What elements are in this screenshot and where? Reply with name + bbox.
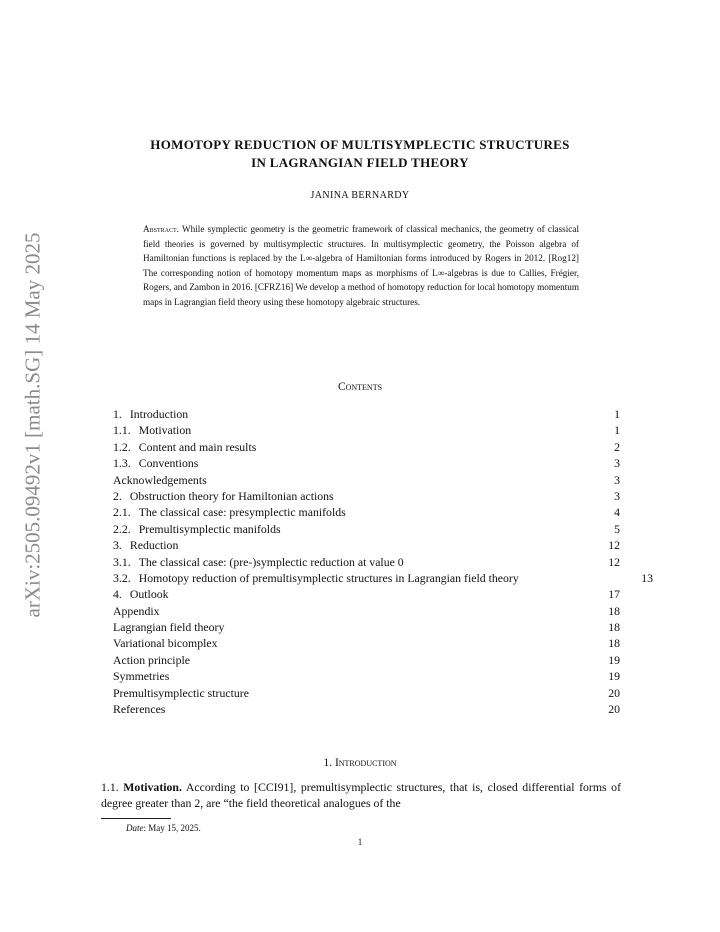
toc-entry-page: 13 xyxy=(641,570,653,585)
toc-entry-label: References xyxy=(113,702,166,717)
toc-entry-label: Action principle xyxy=(113,652,190,667)
toc-entry[interactable] xyxy=(113,472,620,488)
toc-entry-page: 18 xyxy=(608,603,620,618)
toc-entry-label: Premultisymplectic structure xyxy=(113,685,249,700)
toc-entry-number: 3. xyxy=(113,538,122,553)
toc-entry-label: Reduction xyxy=(129,538,179,553)
toc-entry-number: 1.1. xyxy=(113,423,131,438)
paper-title xyxy=(60,136,660,172)
paragraph-text: According to [CCI91], premultisymplectic structures, that is, closed differential forms of degree greater than 2, are “the field theoretical analogues of the xyxy=(101,780,622,811)
arxiv-identifier: arXiv:2505.09492v1 [math.SG] 14 May 2025 xyxy=(20,232,45,618)
toc-entry-label: Premultisymplectic manifolds xyxy=(138,521,281,536)
toc-entry[interactable] xyxy=(113,406,620,422)
toc-entry-page: 3 xyxy=(614,472,620,487)
toc-entry-label: Content and main results xyxy=(138,439,257,454)
title-line-1: HOMOTOPY REDUCTION OF MULTISYMPLECTIC STRUCTURES xyxy=(150,137,570,152)
toc-entry-number: 2.1. xyxy=(113,505,131,520)
abstract-text: While symplectic geometry is the geometric framework of classical mechanics, the geometry of classical field theories is governed by multisymplectic structures. In multisymplectic geometry, the Poisson algebra of Hamiltonian functions is replaced by the L∞-algebra of Hamiltonian forms introduced by Rogers in 2012. [Rog12] The corresponding notion of homotopy momentum maps as morphisms of L∞-algebras is due to Callies, Frégier, Rogers, and Zambon in 2016. [CFRZ16] We develop a method of homotopy reduction for local homotopy momentum maps in Lagrangian field theory using these homotopy algebraic structures. xyxy=(143,224,579,307)
page-number: 1 xyxy=(357,837,363,847)
footnote-rule xyxy=(101,818,171,819)
toc-entry-label: Acknowledgements xyxy=(113,472,207,487)
intro-paragraph xyxy=(101,779,621,812)
footnote xyxy=(126,823,201,833)
toc-entry-label: Homotopy reduction of premultisymplectic structures in Lagrangian field theory xyxy=(138,570,519,585)
toc-entry-page: 17 xyxy=(608,587,620,602)
toc-entry-label: The classical case: (pre-)symplectic reduction at value 0 xyxy=(138,554,404,569)
toc-entry-page: 3 xyxy=(614,488,620,503)
toc-entry-page: 19 xyxy=(608,669,620,684)
toc-entry-label: Outlook xyxy=(129,587,169,602)
section-heading: 1. Introduction xyxy=(323,757,397,769)
toc-entry[interactable] xyxy=(113,635,620,651)
toc-entry-label: Lagrangian field theory xyxy=(113,620,225,635)
toc-entry-number: 3.2. xyxy=(113,570,131,585)
footnote-label: Date xyxy=(126,823,144,833)
toc-entry-label: Conventions xyxy=(138,456,199,471)
toc-entry-page: 18 xyxy=(608,636,620,651)
toc-entry-page: 12 xyxy=(608,554,620,569)
toc-entry[interactable] xyxy=(113,488,620,504)
toc-entry-page: 1 xyxy=(614,423,620,438)
toc-entry-label: Motivation xyxy=(138,423,192,438)
toc-entry-page: 12 xyxy=(608,538,620,553)
toc-entry-number: 1.3. xyxy=(113,456,131,471)
table-of-contents xyxy=(113,406,653,717)
toc-entry-label: Appendix xyxy=(113,603,160,618)
toc-entry-page: 20 xyxy=(608,702,620,717)
toc-entry[interactable] xyxy=(113,554,620,570)
toc-entry-page: 5 xyxy=(614,521,620,536)
toc-entry-page: 1 xyxy=(614,407,620,421)
toc-entry-number: 1. xyxy=(113,407,122,421)
title-line-2: IN LAGRANGIAN FIELD THEORY xyxy=(251,155,469,170)
toc-entry[interactable] xyxy=(113,455,620,471)
toc-entry-page: 18 xyxy=(608,620,620,635)
toc-entry-label: The classical case: presymplectic manifolds xyxy=(138,505,346,520)
footnote-text: : May 15, 2025. xyxy=(143,823,201,833)
toc-entry[interactable] xyxy=(113,685,620,701)
toc-entry-page: 4 xyxy=(614,505,620,520)
author-name: JANINA BERNARDY xyxy=(310,190,410,201)
toc-entry-page: 19 xyxy=(608,652,620,667)
toc-entry-label: Variational bicomplex xyxy=(113,636,218,651)
toc-entry-label: Obstruction theory for Hamiltonian actions xyxy=(129,488,334,503)
toc-entry[interactable] xyxy=(113,521,620,537)
toc-entry-number: 4. xyxy=(113,587,122,602)
toc-entry[interactable] xyxy=(113,603,620,619)
toc-entry[interactable] xyxy=(113,504,620,520)
toc-entry[interactable] xyxy=(113,439,620,455)
abstract-label: Abstract. xyxy=(143,224,179,234)
contents-heading: Contents xyxy=(337,381,383,393)
toc-entry-number: 3.1. xyxy=(113,554,131,569)
toc-entry-page: 3 xyxy=(614,456,620,471)
toc-entry[interactable] xyxy=(113,586,620,602)
toc-entry[interactable] xyxy=(113,668,620,684)
toc-entry[interactable] xyxy=(113,537,620,553)
toc-entry-page: 20 xyxy=(608,685,620,700)
toc-entry[interactable] xyxy=(113,422,620,438)
toc-entry[interactable] xyxy=(113,619,620,635)
abstract xyxy=(143,222,579,310)
toc-entry-page: 2 xyxy=(614,439,620,454)
toc-entry-number: 2. xyxy=(113,488,122,503)
toc-entry[interactable] xyxy=(113,570,653,586)
toc-entry-label: Symmetries xyxy=(113,669,170,684)
subsection-number: 1.1. xyxy=(101,780,119,794)
subsection-title: Motivation. xyxy=(123,780,182,794)
toc-entry-number: 2.2. xyxy=(113,521,131,536)
toc-entry[interactable] xyxy=(113,652,620,668)
toc-entry-label: Introduction xyxy=(129,407,189,421)
toc-entry-number: 1.2. xyxy=(113,439,131,454)
toc-entry[interactable] xyxy=(113,701,620,717)
